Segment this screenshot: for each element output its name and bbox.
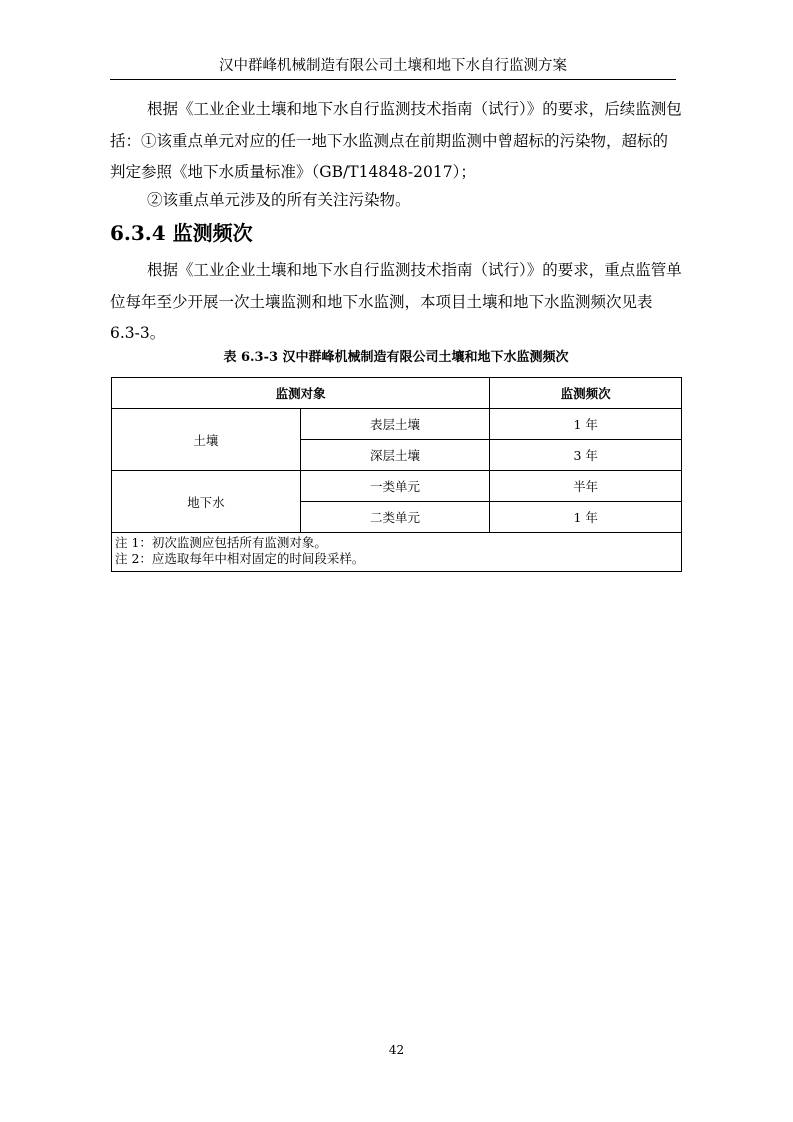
table-row	[112, 471, 682, 502]
table-note-2: 注 2：应选取每年中相对固定的时间段采样。	[115, 550, 365, 566]
item-class-one-unit: 一类单元	[300, 471, 490, 502]
group-groundwater: 地下水	[112, 471, 301, 533]
monitoring-frequency-table	[111, 377, 682, 572]
header-object: 监测对象	[112, 378, 490, 409]
item-deep-soil: 深层土壤	[300, 440, 490, 471]
item-surface-soil: 表层土壤	[300, 409, 490, 440]
group-soil: 土壤	[112, 409, 301, 471]
item-class-two-unit: 二类单元	[300, 502, 490, 533]
header-rule	[110, 79, 676, 80]
paragraph-monitoring-frequency: 根据《工业企业土壤和地下水自行监测技术指南（试行）》的要求，重点监管单位每年至少开展一次土壤监测和地下水监测，本项目土壤和地下水监测频次见表6.3-3。	[110, 261, 682, 342]
page-number: 42	[388, 1043, 405, 1057]
frequency-class-two-unit: 1 年	[490, 502, 682, 533]
section-heading: 6.3.4 监测频次	[110, 221, 253, 245]
header-frequency: 监测频次	[490, 378, 682, 409]
table-header-row	[112, 378, 682, 409]
frequency-class-one-unit: 半年	[490, 471, 682, 502]
table-note-1: 注 1：初次监测应包括所有监测对象。	[115, 535, 327, 550]
table-notes	[112, 533, 682, 572]
table-notes-row	[112, 533, 682, 572]
frequency-deep-soil: 3 年	[490, 440, 682, 471]
paragraph-concerned-pollutants: ②该重点单元涉及的所有关注污染物。	[147, 191, 411, 209]
table-caption: 表 6.3-3 汉中群峰机械制造有限公司土壤和地下水监测频次	[223, 350, 569, 365]
frequency-surface-soil: 1 年	[490, 409, 682, 440]
page-header: 汉中群峰机械制造有限公司土壤和地下水自行监测方案	[219, 58, 567, 74]
table-row	[112, 409, 682, 440]
paragraph-follow-up-monitoring: 根据《工业企业土壤和地下水自行监测技术指南（试行）》的要求，后续监测包括：①该重点单元对应的任一地下水监测点在前期监测中曾超标的污染物，超标的判定参照《地下水质量标准》（GB/T14848-2017）；	[110, 100, 682, 181]
